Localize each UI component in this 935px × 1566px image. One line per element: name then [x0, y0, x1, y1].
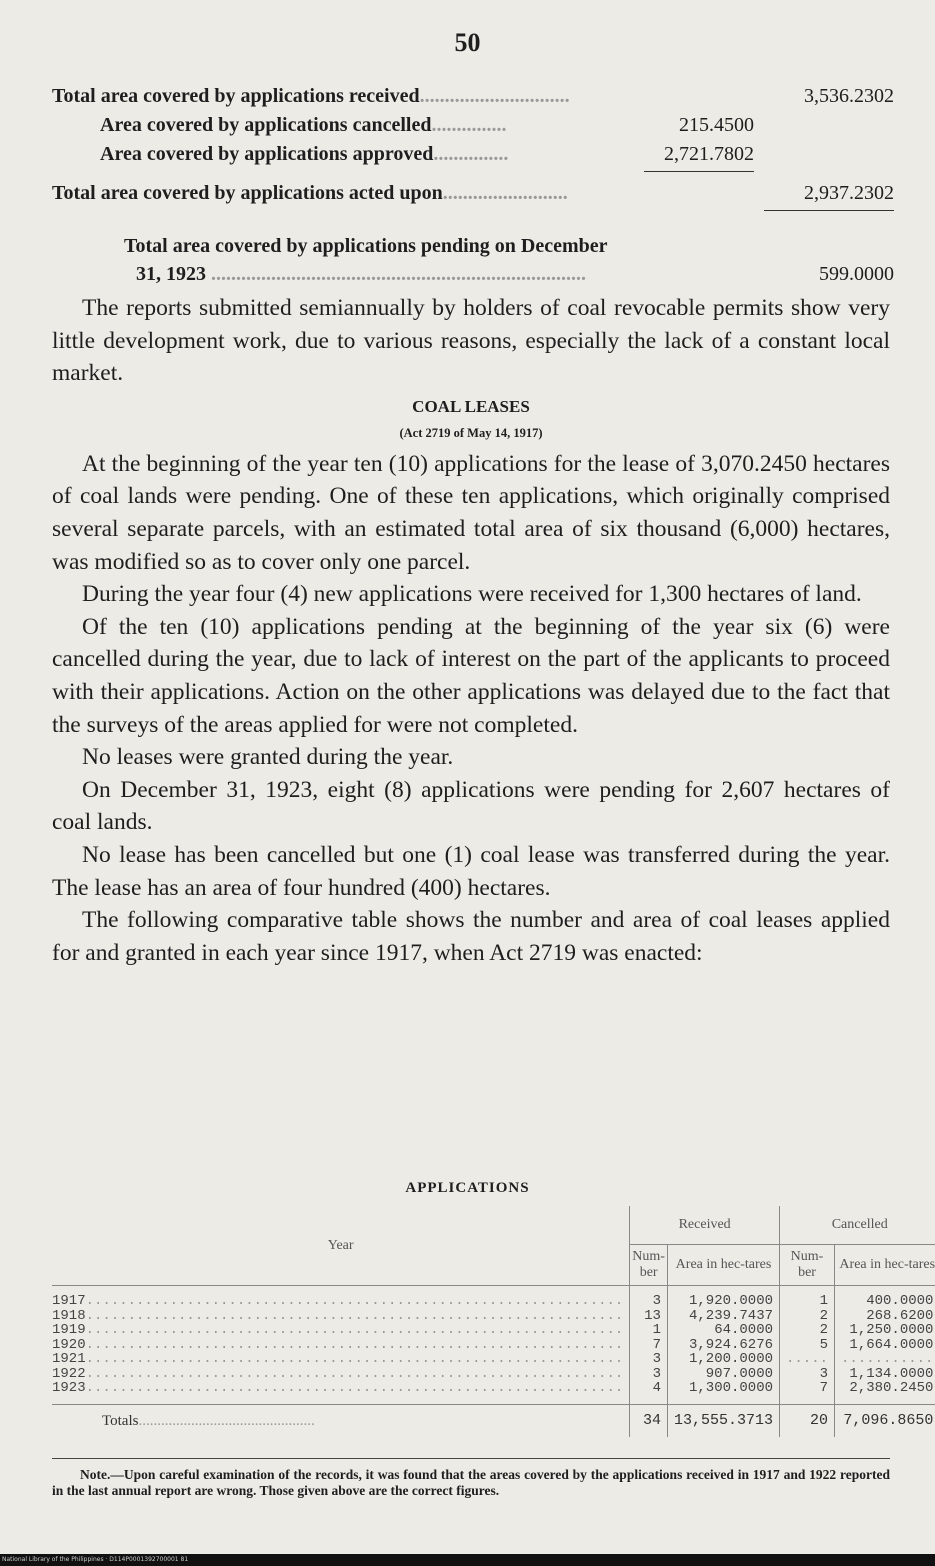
year-cell: 1922................................................................ — [52, 1366, 624, 1381]
table-row — [52, 1309, 935, 1324]
approved-value: 2,721.7802 — [664, 143, 754, 165]
cancelled-area-cell: 1,250.0000 — [835, 1323, 935, 1338]
received-number-cell: 4 — [630, 1381, 668, 1404]
cancelled-label: Area covered by applications cancelled............... — [100, 114, 507, 136]
cancelled-number-cell: 2 — [780, 1309, 835, 1324]
cancelled-row — [52, 111, 894, 140]
table-row — [52, 1381, 935, 1404]
received-number-cell: 1 — [630, 1323, 668, 1338]
received-area-cell: 1,920.0000 — [667, 1286, 779, 1309]
totals-label: Totals............................................... — [52, 1404, 630, 1437]
paragraph: The following comparative table shows the number and area of coal leases applied for and granted in each year since 1917, when Act 2719 was enacted: — [52, 907, 890, 966]
paragraph: No leases were granted during the year. — [82, 744, 454, 771]
year-cell: 1918................................................................ — [52, 1308, 624, 1323]
cancelled-number-cell: 3 — [780, 1367, 835, 1382]
received-area-cell: 3,924.6276 — [667, 1338, 779, 1353]
acted-upon-value: 2,937.2302 — [804, 182, 894, 204]
area-summary — [52, 82, 894, 285]
cancelled-number-header: Num-ber — [780, 1245, 835, 1286]
paragraph: At the beginning of the year ten (10) applications for the lease of 3,070.2450 hectares of coal lands were pending. One of these ten applications, which originally comprised several separate parcels, with an estimated total area of six thousand (6,000) hectares, was modified so as to cover only one parcel. — [52, 450, 890, 575]
subtotal-rule — [644, 171, 754, 172]
received-number-header: Num-ber — [630, 1245, 668, 1286]
paragraph: During the year four (4) new applications were received for 1,300 hectares of land. — [82, 581, 862, 608]
year-cell: 1923................................................................ — [52, 1381, 624, 1396]
cancelled-area-cell: 1,664.0000 — [835, 1338, 935, 1353]
table-row — [52, 1323, 935, 1338]
received-number-cell: 13 — [630, 1309, 668, 1324]
paragraph: On December 31, 1923, eight (8) applications were pending for 2,607 hectares of coal lands. — [52, 776, 890, 836]
cancelled-area-cell: 2,380.2450 — [835, 1381, 935, 1404]
year-cell: 1921................................................................ — [52, 1352, 624, 1367]
received-number-cell: 7 — [630, 1338, 668, 1353]
cancelled-header: Cancelled — [780, 1206, 935, 1245]
section-subheading: (Act 2719 of May 14, 1917) — [399, 425, 543, 440]
cancelled-area-cell: 268.6200 — [835, 1309, 935, 1324]
cancelled-area-cell: 1,134.0000 — [835, 1367, 935, 1382]
totals-received-area: 13,555.3713 — [667, 1404, 779, 1437]
received-number-cell: 3 — [630, 1286, 668, 1309]
footnote-lead: Note. — [80, 1467, 111, 1482]
received-area-cell: 4,239.7437 — [667, 1309, 779, 1324]
received-area-cell: 907.0000 — [667, 1367, 779, 1382]
footnote — [52, 1458, 890, 1499]
table-row — [52, 1338, 935, 1353]
total-rule — [764, 210, 894, 211]
received-number-cell: 3 — [630, 1352, 668, 1367]
received-number-cell: 3 — [630, 1367, 668, 1382]
paragraph: Of the ten (10) applications pending at the beginning of the year six (6) were cancelled during the year, due to lack of interest on the part of the applicants to proceed with their applications. Action on the other applications was delayed due to the fact that the surveys of the areas applied for were not completed. — [52, 613, 890, 738]
paragraph-permits: The reports submitted semiannually by holders of coal revocable permits show very little development work, due to various reasons, especially the lack of a constant local market. — [52, 295, 890, 387]
table-row — [52, 1352, 935, 1367]
applications-table — [52, 1206, 935, 1437]
totals-received-number: 34 — [630, 1404, 668, 1437]
year-header: Year — [52, 1206, 630, 1286]
pending-label-line1: Total area covered by applications pending on December — [124, 235, 608, 257]
received-area-cell: 1,300.0000 — [667, 1381, 779, 1404]
year-cell: 1919................................................................ — [52, 1323, 624, 1338]
cancelled-number-cell: 5 — [780, 1338, 835, 1353]
totals-cancelled-number: 20 — [780, 1404, 835, 1437]
footnote-text: —Upon careful examination of the records, it was found that the areas covered by the applications received in 1917 and 1922 reported in the last annual report are wrong. Those given above are the correct figures. — [52, 1467, 890, 1498]
pending-label-line2: 31, 1923 ........................................................................... — [136, 263, 586, 285]
year-cell: 1920................................................................ — [52, 1337, 624, 1352]
cancelled-area-cell: ........... — [835, 1352, 935, 1367]
body-text — [52, 292, 890, 969]
approved-row — [52, 140, 894, 169]
approved-label: Area covered by applications approved............... — [100, 143, 509, 165]
cancelled-number-cell: 1 — [780, 1286, 835, 1309]
received-area-cell: 64.0000 — [667, 1323, 779, 1338]
totals-cancelled-area: 7,096.8650 — [835, 1404, 935, 1437]
cancelled-area-cell: 400.0000 — [835, 1286, 935, 1309]
acted-upon-label: Total area covered by applications acted upon......................... — [52, 182, 568, 204]
cancelled-number-cell: 7 — [780, 1381, 835, 1404]
table-caption: APPLICATIONS — [405, 1180, 530, 1196]
total-received-label: Total area covered by applications received.............................. — [52, 85, 570, 107]
received-header: Received — [630, 1206, 780, 1245]
cancelled-number-cell: ..... — [780, 1352, 835, 1367]
total-received-value: 3,536.2302 — [804, 85, 894, 107]
page-number: 50 — [454, 28, 481, 57]
section-heading: COAL LEASES — [412, 396, 530, 416]
received-area-header: Area in hec-tares — [667, 1245, 779, 1286]
received-area-cell: 1,200.0000 — [667, 1352, 779, 1367]
paragraph: No lease has been cancelled but one (1) coal lease was transferred during the year. The lease has an area of four hundred (400) hectares. — [52, 841, 890, 901]
total-received-row — [52, 82, 894, 111]
table-row — [52, 1286, 935, 1309]
cancelled-value: 215.4500 — [679, 114, 754, 136]
library-footer: National Library of the Philippines · D114P0001392700001 81 — [0, 1554, 935, 1566]
year-cell: 1917................................................................ — [52, 1293, 624, 1309]
totals-row — [52, 1404, 935, 1437]
pending-value: 599.0000 — [819, 263, 894, 285]
cancelled-area-header: Area in hec-tares — [835, 1245, 935, 1286]
acted-upon-row — [52, 179, 894, 208]
cancelled-number-cell: 2 — [780, 1323, 835, 1338]
table-row — [52, 1367, 935, 1382]
